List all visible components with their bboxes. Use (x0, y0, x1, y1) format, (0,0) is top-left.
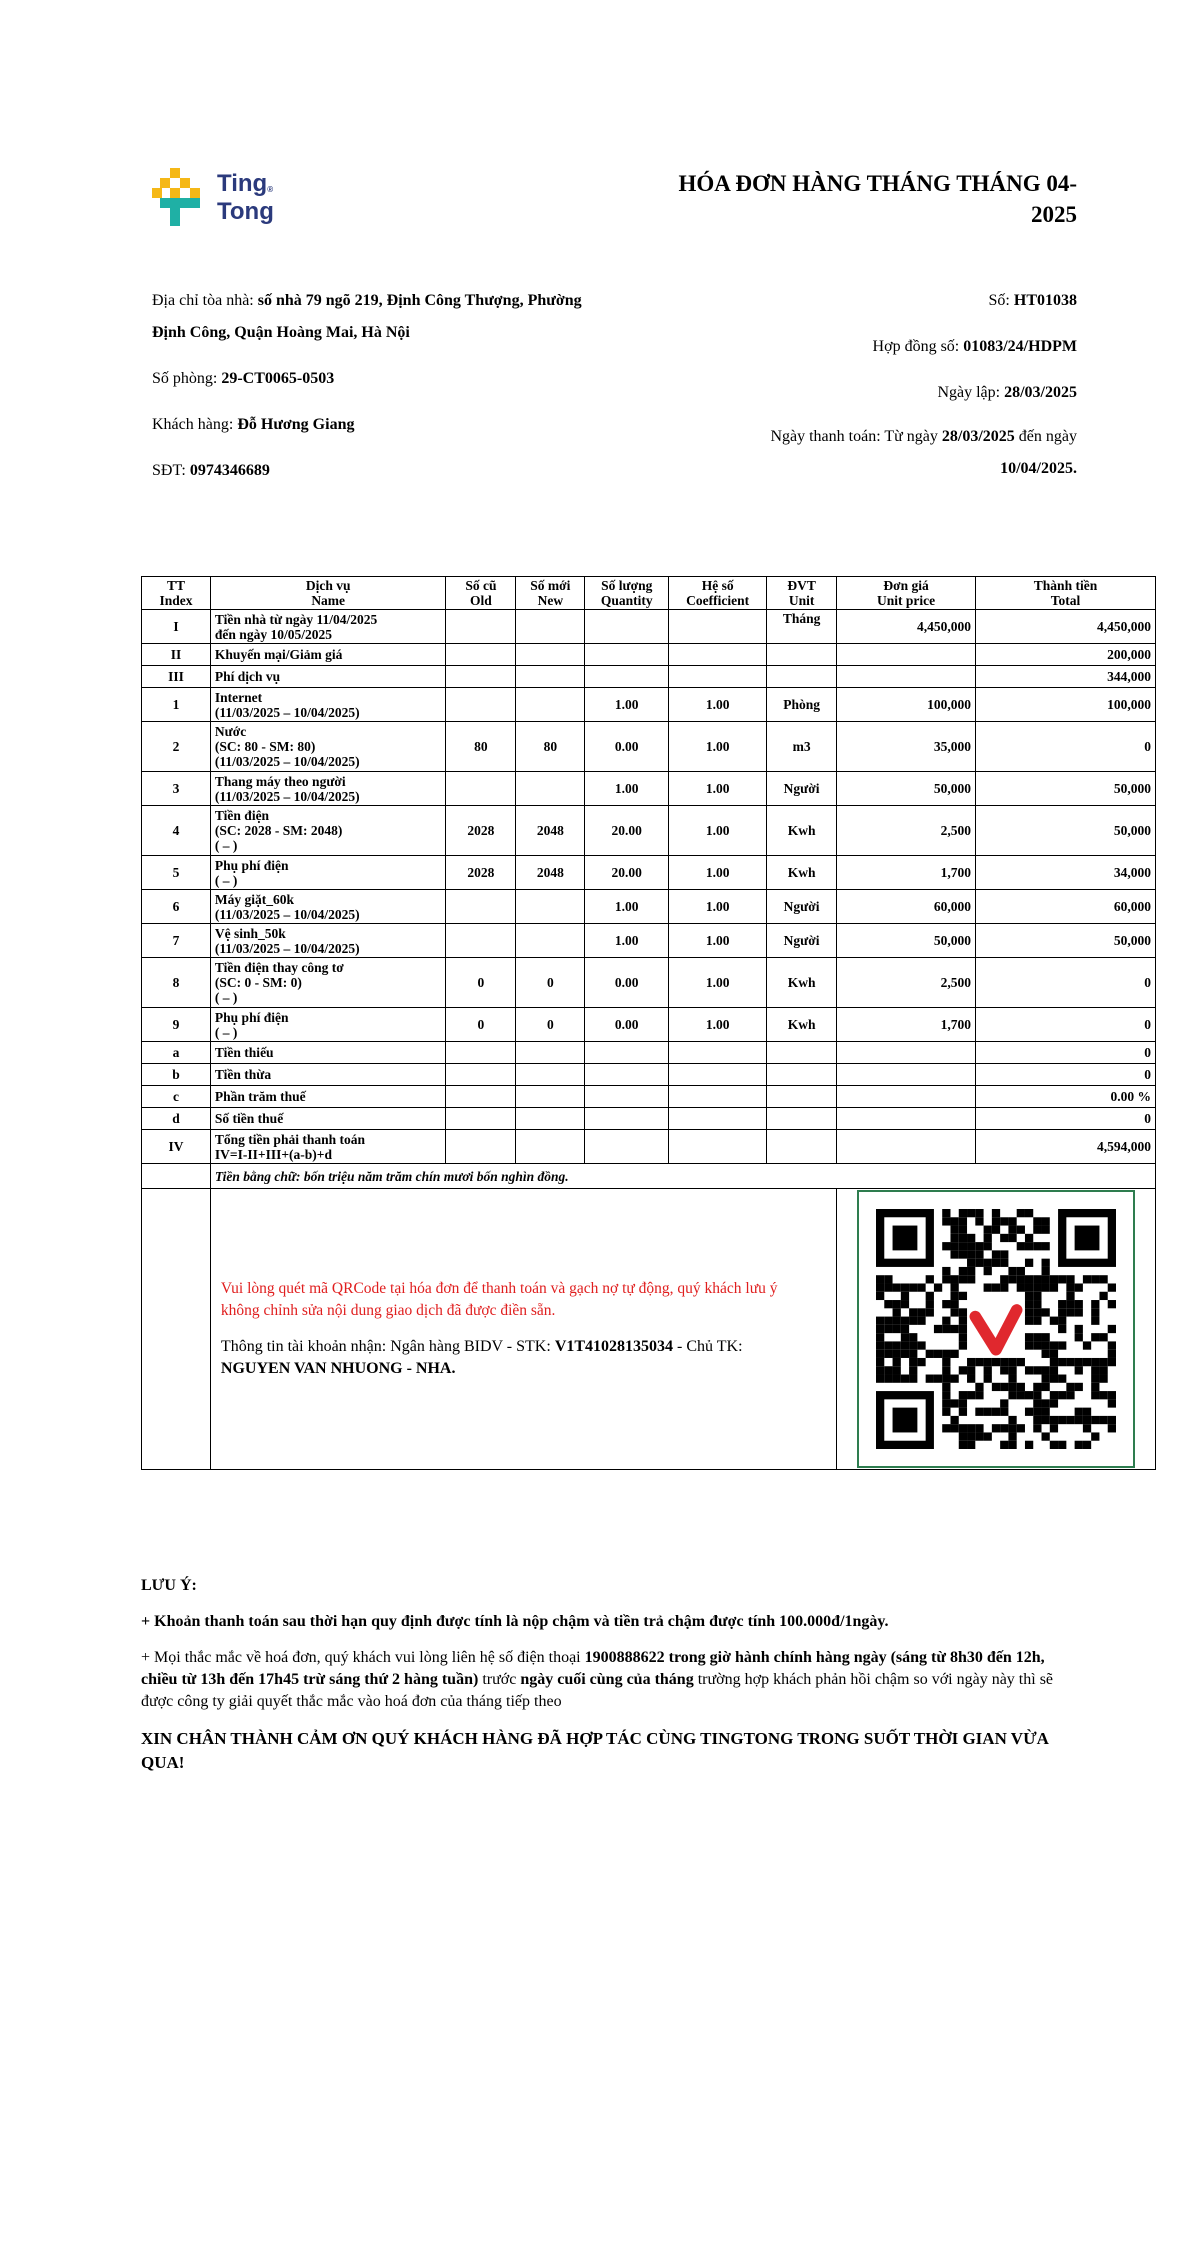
table-row (142, 688, 1156, 722)
row-quantity: 0.00 (585, 1008, 669, 1042)
row-quantity (585, 1064, 669, 1086)
row-total: 0 (976, 1042, 1156, 1064)
row-old (446, 688, 516, 722)
payment-period: Ngày thanh toán: Từ ngày 28/03/2025 đến ngày (770, 428, 1077, 445)
header-cell: TT Index (142, 577, 211, 610)
row-total: 100,000 (976, 688, 1156, 722)
row-quantity (585, 1042, 669, 1064)
row-name: Tiền thiếu (210, 1042, 446, 1064)
qr-code-icon (876, 1209, 1116, 1449)
row-unit-price: 60,000 (837, 890, 976, 924)
row-quantity (585, 610, 669, 644)
row-new (516, 610, 585, 644)
row-quantity (585, 1130, 669, 1164)
row-coefficient: 1.00 (669, 890, 767, 924)
row-name: Tiền điện (SC: 2028 - SM: 2048) ( – ) (210, 806, 446, 856)
header-cell: ĐVT Unit (767, 577, 837, 610)
row-name: Phí dịch vụ (210, 666, 446, 688)
row-total: 34,000 (976, 856, 1156, 890)
row-unit (767, 1108, 837, 1130)
row-new (516, 924, 585, 958)
table-row (142, 1042, 1156, 1064)
address-line-2: Định Công, Quận Hoàng Mai, Hà Nội (152, 324, 410, 341)
row-unit-price: 4,450,000 (837, 610, 976, 644)
row-unit: Tháng (767, 610, 837, 644)
row-new: 80 (516, 722, 585, 772)
table-header (142, 577, 1156, 610)
row-unit-price (837, 1064, 976, 1086)
row-total: 0 (976, 1108, 1156, 1130)
row-name: Phần trăm thuế (210, 1086, 446, 1108)
table-row (142, 722, 1156, 772)
row-total: 50,000 (976, 806, 1156, 856)
row-index: b (142, 1064, 211, 1086)
notes-section (141, 1575, 1081, 1789)
table-row (142, 1130, 1156, 1164)
row-quantity: 20.00 (585, 806, 669, 856)
table-row (142, 890, 1156, 924)
customer-name: Khách hàng: Đỗ Hương Giang (152, 416, 355, 433)
row-index: c (142, 1086, 211, 1108)
row-unit: Kwh (767, 958, 837, 1008)
table-row (142, 1086, 1156, 1108)
row-coefficient: 1.00 (669, 958, 767, 1008)
logo-text: Ting® Tong (217, 170, 274, 225)
customer-phone: SĐT: 0974346689 (152, 462, 270, 479)
row-total: 0.00 % (976, 1086, 1156, 1108)
row-quantity (585, 644, 669, 666)
header-cell: Thành tiền Total (976, 577, 1156, 610)
row-index: 5 (142, 856, 211, 890)
row-unit-price: 1,700 (837, 856, 976, 890)
contract-number: Hợp đồng số: 01083/24/HDPM (872, 338, 1077, 355)
row-old (446, 1064, 516, 1086)
row-new: 0 (516, 1008, 585, 1042)
table-row (142, 806, 1156, 856)
table-row (142, 1108, 1156, 1130)
room-number: Số phòng: 29-CT0065-0503 (152, 370, 335, 387)
row-old: 2028 (446, 856, 516, 890)
row-coefficient (669, 610, 767, 644)
row-unit: Kwh (767, 1008, 837, 1042)
notes-heading: LƯU Ý: (141, 1577, 197, 1594)
row-coefficient: 1.00 (669, 722, 767, 772)
row-coefficient: 1.00 (669, 772, 767, 806)
row-index: 7 (142, 924, 211, 958)
header-cell: Số cũ Old (446, 577, 516, 610)
header-cell: Số mới New (516, 577, 585, 610)
row-total: 4,450,000 (976, 610, 1156, 644)
row-index: 4 (142, 806, 211, 856)
row-quantity: 1.00 (585, 924, 669, 958)
row-unit: Kwh (767, 806, 837, 856)
row-new (516, 644, 585, 666)
row-quantity (585, 666, 669, 688)
row-coefficient: 1.00 (669, 924, 767, 958)
row-new (516, 1108, 585, 1130)
row-name: Vệ sinh_50k (11/03/2025 – 10/04/2025) (210, 924, 446, 958)
amount-in-words-row (142, 1164, 1156, 1189)
row-unit-price: 50,000 (837, 772, 976, 806)
table-row (142, 610, 1156, 644)
row-old (446, 1130, 516, 1164)
row-old (446, 924, 516, 958)
row-name: Máy giặt_60k (11/03/2025 – 10/04/2025) (210, 890, 446, 924)
row-unit-price (837, 666, 976, 688)
row-quantity: 0.00 (585, 722, 669, 772)
table-row (142, 924, 1156, 958)
header-cell: Hệ số Coefficient (669, 577, 767, 610)
invoice-title (557, 168, 1077, 230)
late-payment-note: + Khoản thanh toán sau thời hạn quy định được tính là nộp chậm và tiền trả chậm được tính 100.000đ/1ngày. (141, 1613, 889, 1630)
row-unit (767, 1064, 837, 1086)
row-unit (767, 1042, 837, 1064)
row-name: Phụ phí điện ( – ) (210, 856, 446, 890)
payment-period-end: 10/04/2025. (1000, 460, 1077, 477)
row-unit (767, 666, 837, 688)
tingtong-logo (152, 168, 292, 230)
row-name: Tiền thừa (210, 1064, 446, 1086)
row-new (516, 772, 585, 806)
row-unit-price (837, 1042, 976, 1064)
row-new: 2048 (516, 856, 585, 890)
row-quantity (585, 1086, 669, 1108)
row-name: Số tiền thuế (210, 1108, 446, 1130)
row-total: 0 (976, 1008, 1156, 1042)
row-index: 6 (142, 890, 211, 924)
row-old (446, 644, 516, 666)
row-unit: m3 (767, 722, 837, 772)
row-total: 60,000 (976, 890, 1156, 924)
row-new (516, 1130, 585, 1164)
title-line-1: HÓA ĐƠN HÀNG THÁNG THÁNG 04- (678, 171, 1077, 196)
row-old: 0 (446, 958, 516, 1008)
row-total: 200,000 (976, 644, 1156, 666)
row-old (446, 610, 516, 644)
row-new (516, 1042, 585, 1064)
table-row (142, 856, 1156, 890)
row-coefficient (669, 1130, 767, 1164)
qr-cell (837, 1189, 1156, 1470)
row-old (446, 772, 516, 806)
row-old (446, 890, 516, 924)
row-unit-price: 50,000 (837, 924, 976, 958)
row-unit-price: 35,000 (837, 722, 976, 772)
row-name: Phụ phí điện ( – ) (210, 1008, 446, 1042)
row-new (516, 1064, 585, 1086)
row-total: 0 (976, 722, 1156, 772)
row-new (516, 666, 585, 688)
row-old: 2028 (446, 806, 516, 856)
row-old (446, 1108, 516, 1130)
row-name: Internet (11/03/2025 – 10/04/2025) (210, 688, 446, 722)
row-quantity (585, 1108, 669, 1130)
row-index: 3 (142, 772, 211, 806)
amount-in-words: Tiền bằng chữ: bốn triệu năm trăm chín mươi bốn nghìn đồng. (210, 1164, 1155, 1189)
row-name: Tổng tiền phải thanh toán IV=I-II+III+(a-b)+d (210, 1130, 446, 1164)
row-name: Thang máy theo người (11/03/2025 – 10/04/2025) (210, 772, 446, 806)
row-old: 0 (446, 1008, 516, 1042)
row-name: Khuyến mại/Giảm giá (210, 644, 446, 666)
row-old (446, 1086, 516, 1108)
row-old (446, 666, 516, 688)
bank-account-info: Thông tin tài khoản nhận: Ngân hàng BIDV - STK: V1T41028135034 - Chủ TK: NGUYEN VAN NHUONG - NHA. (220, 1338, 743, 1377)
row-total: 0 (976, 1064, 1156, 1086)
row-coefficient: 1.00 (669, 806, 767, 856)
address-line-1: Địa chỉ tòa nhà: số nhà 79 ngõ 219, Định Công Thượng, Phường (152, 292, 582, 309)
row-unit-price (837, 1130, 976, 1164)
row-index: 8 (142, 958, 211, 1008)
row-quantity: 0.00 (585, 958, 669, 1008)
row-unit (767, 1086, 837, 1108)
row-unit-price (837, 1108, 976, 1130)
thank-you-message: XIN CHÂN THÀNH CẢM ƠN QUÝ KHÁCH HÀNG ĐÃ HỢP TÁC CÙNG TINGTONG TRONG SUỐT THỜI GIAN VỪA QUA! (141, 1729, 1048, 1772)
row-coefficient: 1.00 (669, 1008, 767, 1042)
qr-code-box[interactable] (857, 1190, 1135, 1468)
table-row (142, 1064, 1156, 1086)
row-name: Tiền nhà từ ngày 11/04/2025 đến ngày 10/05/2025 (210, 610, 446, 644)
header-cell: Dịch vụ Name (210, 577, 446, 610)
row-index: a (142, 1042, 211, 1064)
row-unit-price: 100,000 (837, 688, 976, 722)
invoice-table (141, 576, 1156, 1470)
row-total: 0 (976, 958, 1156, 1008)
qr-payment-note: Vui lòng quét mã QRCode tại hóa đơn để thanh toán và gạch nợ tự động, quý khách lưu ý không chỉnh sửa nội dung giao dịch đã được điền sẵn. (220, 1280, 778, 1319)
row-new (516, 1086, 585, 1108)
row-unit-price: 2,500 (837, 958, 976, 1008)
row-total: 4,594,000 (976, 1130, 1156, 1164)
row-coefficient (669, 1042, 767, 1064)
row-index: III (142, 666, 211, 688)
row-index: I (142, 610, 211, 644)
header-cell: Đơn giá Unit price (837, 577, 976, 610)
row-coefficient (669, 1108, 767, 1130)
row-unit: Người (767, 924, 837, 958)
row-new (516, 890, 585, 924)
row-index: II (142, 644, 211, 666)
invoice-number: Số: HT01038 (988, 292, 1077, 309)
row-coefficient: 1.00 (669, 856, 767, 890)
row-total: 50,000 (976, 924, 1156, 958)
row-unit-price: 2,500 (837, 806, 976, 856)
row-name: Tiền điện thay công tơ (SC: 0 - SM: 0) ( – ) (210, 958, 446, 1008)
row-coefficient: 1.00 (669, 688, 767, 722)
table-row (142, 772, 1156, 806)
contact-note: + Mọi thắc mắc về hoá đơn, quý khách vui lòng liên hệ số điện thoại 1900888622 trong giờ hành chính hàng ngày (sáng từ 8h30 đến 12h, chiều từ 13h đến 17h45 trừ sáng thứ 2 hàng tuần) trước ngày cuối cùng của tháng trường hợp khách phản hồi chậm so với ngày này thì sẽ được công ty giải quyết thắc mắc vào hoá đơn của tháng tiếp theo (141, 1649, 1054, 1710)
row-unit-price (837, 1086, 976, 1108)
table-row (142, 666, 1156, 688)
row-coefficient (669, 644, 767, 666)
tingtong-logo-icon (152, 168, 212, 230)
row-unit-price (837, 644, 976, 666)
title-line-2: 2025 (1031, 202, 1077, 227)
table-row (142, 1008, 1156, 1042)
row-unit: Người (767, 890, 837, 924)
row-index: 1 (142, 688, 211, 722)
row-new: 0 (516, 958, 585, 1008)
row-quantity: 1.00 (585, 772, 669, 806)
table-row (142, 958, 1156, 1008)
row-total: 344,000 (976, 666, 1156, 688)
row-coefficient (669, 666, 767, 688)
issue-date: Ngày lập: 28/03/2025 (937, 384, 1077, 401)
row-new (516, 688, 585, 722)
row-unit (767, 644, 837, 666)
row-index: 2 (142, 722, 211, 772)
row-old: 80 (446, 722, 516, 772)
row-unit (767, 1130, 837, 1164)
row-quantity: 1.00 (585, 890, 669, 924)
row-coefficient (669, 1086, 767, 1108)
row-coefficient (669, 1064, 767, 1086)
row-unit: Kwh (767, 856, 837, 890)
payment-info (210, 1189, 836, 1470)
row-name: Nước (SC: 80 - SM: 80) (11/03/2025 – 10/04/2025) (210, 722, 446, 772)
row-index: 9 (142, 1008, 211, 1042)
header-cell: Số lượng Quantity (585, 577, 669, 610)
row-unit: Người (767, 772, 837, 806)
row-old (446, 1042, 516, 1064)
row-index: d (142, 1108, 211, 1130)
row-unit-price: 1,700 (837, 1008, 976, 1042)
table-row (142, 644, 1156, 666)
row-total: 50,000 (976, 772, 1156, 806)
row-quantity: 1.00 (585, 688, 669, 722)
payment-row (142, 1189, 1156, 1470)
row-unit: Phòng (767, 688, 837, 722)
row-quantity: 20.00 (585, 856, 669, 890)
row-index: IV (142, 1130, 211, 1164)
row-new: 2048 (516, 806, 585, 856)
